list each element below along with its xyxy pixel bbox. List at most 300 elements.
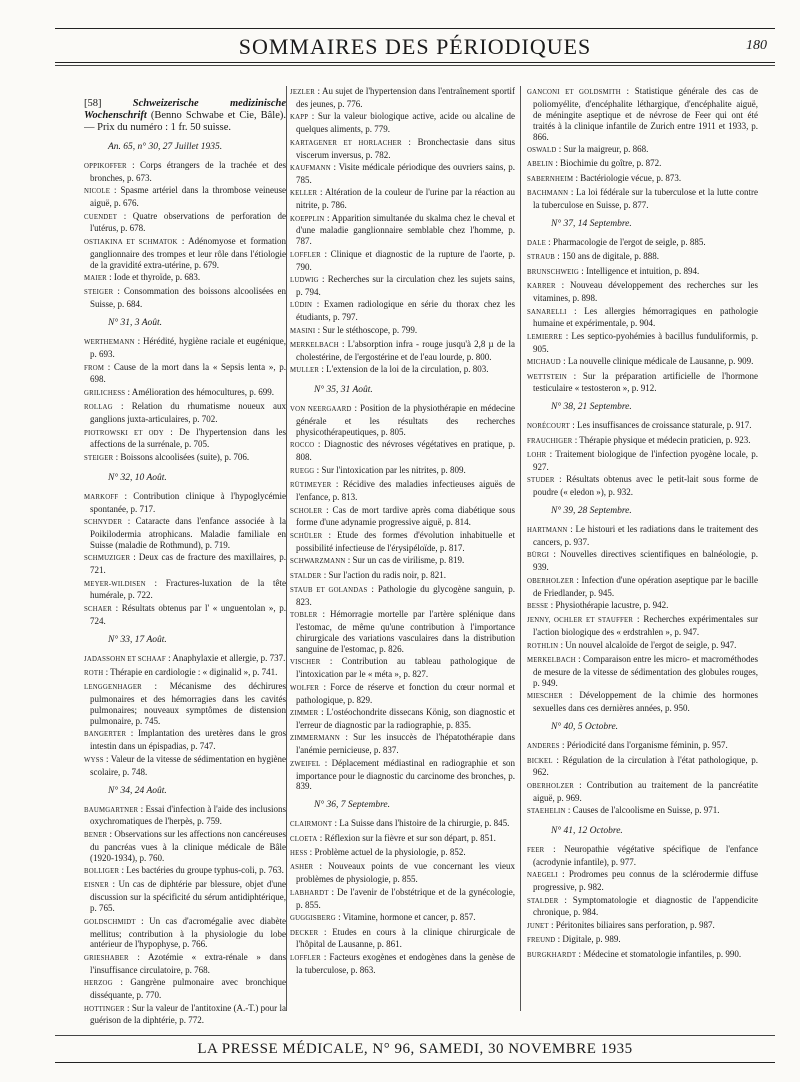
article-entry: MICHAUD : La nouvelle clinique médicale de Lausanne, p. 909.	[527, 356, 754, 367]
columns-container	[84, 86, 774, 1026]
article-title: Implantation des uretères dans le gros intestin dans un épispadias, p. 747.	[90, 728, 286, 752]
article-author: LOFFLER	[290, 954, 321, 962]
article-title: Consommation des boissons alcoolisées en Suisse, p. 684.	[90, 286, 286, 310]
article-title: Observations sur les affections non cancéreuses du pancréas vues à la clinique médicale de Bâle (1920-1934), p. 760.	[90, 828, 286, 863]
article-author: SABERNHEIM	[527, 175, 574, 183]
article-title: Iode et thyroïde, p. 683.	[113, 272, 201, 283]
article-title: Amélioration des hémocultures, p. 699.	[131, 386, 275, 397]
article-entry: WETTSTEIN : Sur la préparation artificielle de l'hormone testiculaire « testosteron », p. 912.	[527, 370, 758, 394]
article-entry: BANGERTER : Implantation des uretères dans le gros intestin dans un épispadias, p. 747.	[84, 728, 286, 752]
page-header	[55, 34, 775, 64]
article-author: OSTIAKINA ET SCHMATOK	[84, 238, 178, 246]
article-author: STRAUB	[527, 254, 556, 262]
article-entry: ROTH : Thérapie en cardiologie : « diginalid », p. 741.	[84, 666, 278, 677]
article-author: KAPP	[290, 114, 309, 122]
article-entry: MERKELBACH : L'absorption infra - rouge jusqu'à 2,8 µ de la cholestérine, de l'ergostérine et de l'eau lourde, p. 800.	[290, 339, 515, 363]
article-author: TOBLER	[290, 612, 318, 620]
issue-heading: N° 41, 12 Octobre.	[551, 826, 623, 837]
article-title: La loi fédérale sur la tuberculose et la lutte contre la tuberculose en Suisse, p. 877.	[533, 187, 758, 211]
page-number: 180	[746, 38, 767, 53]
article-author: FROM	[84, 364, 105, 372]
article-entry: OPPIKOFFER : Corps étrangers de la trachée et des bronches, p. 673.	[84, 159, 286, 183]
article-title: Les septico-pyohémies à bacillus funduliformis, p. 905.	[533, 330, 758, 354]
article-title: Nouvelles directives scientifiques en balnéologie, p. 939.	[533, 549, 758, 573]
article-title: Périodicité dans l'organisme féminin, p. 957.	[566, 740, 728, 751]
article-entry: HOTTINGER : Sur la valeur de l'antitoxine (A.-T.) pour la guérison de la diphtérie, p. 772.	[84, 1002, 286, 1026]
article-author: ROCCO	[290, 442, 315, 450]
article-title: 150 ans de digitale, p. 888.	[562, 251, 660, 262]
article-entry: TOBLER : Hémorragie mortelle par l'artère splénique dans l'estomac, de même qu'une contribution à l'importance chirurgicale des variations vasculaires dans la distribution sanguine de l'estomac, p. 826.	[290, 609, 515, 654]
article-title: Sur les insuccès de l'hépatothérapie dans l'anémie pernicieuse, p. 837.	[296, 732, 515, 756]
article-title: Etudes en cours à la clinique chirurgicale de l'hôpital de Lausanne, p. 861.	[296, 926, 515, 950]
article-title: Comparaison entre les micro- et macrométhodes de mesure de la vitesse de sédimentation des globules rouges, p. 949.	[533, 654, 758, 688]
article-author: JADASSOHN ET SCHAAF	[84, 655, 166, 663]
article-entry: KAPP : Sur la valeur biologique active, acide ou alcaline de quelques aliments, p. 779.	[290, 111, 515, 135]
article-author: BICKEL	[527, 757, 553, 765]
article-entry: STALDER : Sur l'action du radis noir, p. 821.	[290, 569, 446, 580]
article-author: DALE	[527, 239, 546, 247]
article-title: Médecine et stomatologie infantiles, p. 990.	[583, 948, 742, 959]
article-author: LENGGENHAGER	[84, 684, 142, 692]
article-author: LABHARDT	[290, 889, 329, 897]
article-author: WERTHEMANN	[84, 339, 135, 347]
article-entry: MEYER-WILDISEN : Fractures-luxation de la tête humérale, p. 722.	[84, 577, 286, 601]
article-author: ROTHLIN	[527, 642, 559, 650]
article-entry: ASHER : Nouveaux points de vue concernant les vieux problèmes de physiologie, p. 855.	[290, 861, 515, 885]
article-entry: KOEPPLIN : Apparition simultanée du skalma chez le cheval et d'une maladie ganglionnaire semblable chez l'homme, p. 787.	[290, 212, 515, 247]
article-title: De l'avenir de l'obstétrique et de la gynécologie, p. 855.	[296, 886, 515, 910]
article-title: Les allergies hémorragiques en pathologie humaine et expérimentale, p. 904.	[533, 305, 758, 329]
article-title: Corps étrangers de la trachée et des bronches, p. 673.	[90, 159, 286, 183]
article-entry: JUNET : Péritonites biliaires sans perforation, p. 987.	[527, 919, 715, 930]
article-entry: STAEHELIN : Causes de l'alcoolisme en Suisse, p. 971.	[527, 805, 720, 816]
issue-heading: N° 32, 10 Août.	[108, 472, 167, 483]
article-author: KELLER	[290, 190, 318, 198]
article-entry: BURGKHARDT : Médecine et stomatologie infantiles, p. 990.	[527, 948, 742, 959]
issue-heading: An. 65, n° 30, 27 Juillet 1935.	[108, 142, 223, 152]
article-author: ABELIN	[527, 161, 554, 169]
article-title: Vitamine, hormone et cancer, p. 857.	[342, 912, 476, 923]
article-entry: DALE : Pharmacologie de l'ergot de seigle, p. 885.	[527, 236, 706, 247]
article-title: Biochimie du goître, p. 872.	[560, 158, 662, 169]
article-entry: LEMIERRE : Les septico-pyohémies à bacillus funduliformis, p. 905.	[527, 330, 758, 354]
article-title: Intelligence et intuition, p. 894.	[586, 265, 700, 276]
article-author: OBERHOLZER	[527, 577, 574, 585]
article-author: BRUNSCHWEIG	[527, 268, 580, 276]
article-entry: MIESCHER : Développement de la chimie des hormones sexuelles dans ces dernières années, p. 950.	[527, 690, 758, 714]
article-author: FRAUCHIGER	[527, 437, 573, 445]
article-author: SCHÜLER	[290, 532, 323, 540]
article-author: CLOETA	[290, 835, 318, 843]
article-author: MARKOFF	[84, 493, 119, 501]
article-entry: STAUB ET GOLANDAS : Pathologie du glycogène sanguin, p. 823.	[290, 583, 515, 607]
article-author: OSWALD	[527, 147, 557, 155]
article-title: Recherches expérimentales sur l'action biologique des « erdstrahlen », p. 947.	[533, 614, 758, 638]
article-author: LOFFLER	[290, 251, 321, 259]
article-author: GANCONI ET GOLDSMITH	[527, 89, 621, 96]
article-author: STEIGER	[84, 289, 114, 297]
column-2-entries	[290, 86, 515, 976]
column-3-entries	[527, 86, 758, 962]
article-author: FREUND	[527, 937, 556, 945]
article-title: Thérapie en cardiologie : « diginalid », p. 741.	[110, 666, 278, 677]
article-entry: OSWALD : Sur la maigreur, p. 868.	[527, 144, 649, 155]
article-entry: MARKOFF : Contribution clinique à l'hypoglycémie spontanée, p. 717.	[84, 490, 286, 514]
article-entry: KARTAGENER ET HORLACHER : Bronchectasie dans situs viscerum inversus, p. 782.	[290, 136, 515, 160]
article-author: HOTTINGER	[84, 1005, 125, 1013]
article-title: Hémorragie mortelle par l'artère splénique dans l'estomac, de même qu'une contribution à l'importance chirurgicale des variations vasculaires dans la distribution sanguine de l'estomac, p. 826.	[296, 609, 515, 654]
article-author: BURGKHARDT	[527, 951, 577, 959]
article-title: Nouveau développement des recherches sur les vitamines, p. 898.	[533, 280, 758, 304]
article-title: Problème actuel de la physiologie, p. 852.	[314, 847, 466, 858]
publication-number: [58]	[84, 98, 102, 109]
article-entry: GOLDSCHMIDT : Un cas d'acromégalie avec diabète mellitus; contribution à la physiologie du lobe antérieur de l'hypophyse, p. 766.	[84, 915, 286, 950]
article-author: SCHAER	[84, 605, 113, 613]
article-entry: OSTIAKINA ET SCHMATOK : Adénomyose et formation ganglionnaire des trompes et leur rôle dans l'étiologie de la gravidité extra-utérine, p. 679.	[84, 235, 286, 270]
article-title: Pharmacologie de l'ergot de seigle, p. 885.	[552, 236, 706, 247]
article-entry: WERTHEMANN : Hérédité, hygiène raciale et eugénique, p. 693.	[84, 336, 286, 360]
article-title: Bronchectasie dans situs viscerum inversus, p. 782.	[296, 136, 515, 160]
article-author: SCHMUZIGER	[84, 555, 131, 563]
article-entry: LABHARDT : De l'avenir de l'obstétrique et de la gynécologie, p. 855.	[290, 886, 515, 910]
article-author: GOLDSCHMIDT	[84, 918, 136, 926]
article-title: Réflexion sur la fièvre et sur son départ, p. 851.	[324, 832, 496, 843]
article-title: Bactériologie vécue, p. 873.	[580, 172, 682, 183]
article-entry: ROTHLIN : Un nouvel alcaloïde de l'ergot de seigle, p. 947.	[527, 639, 737, 650]
article-title: L'absorption infra - rouge jusqu'à 2,8 µ de la cholestérine, de l'ergostérine et de l'eau lourde, p. 800.	[296, 339, 515, 363]
article-title: Le histouri et les radiations dans le traitement des cancers, p. 937.	[533, 524, 758, 547]
article-author: SCHWARZMANN	[290, 558, 346, 566]
article-title: Relation du rhumatisme noueux aux ganglions juxta-articulaires, p. 702.	[90, 401, 286, 425]
article-author: KARRER	[527, 283, 556, 291]
article-entry: CLAIRMONT : La Suisse dans l'histoire de la chirurgie, p. 845.	[290, 818, 510, 829]
article-author: ZIMMER	[290, 710, 319, 717]
article-entry: LÜDIN : Examen radiologique en série du thorax chez les étudiants, p. 797.	[290, 299, 515, 323]
article-author: ROTH	[84, 669, 104, 677]
article-author: NICOLE	[84, 188, 111, 196]
article-title: Récidive des maladies infectieuses aiguës de l'enfance, p. 813.	[296, 479, 515, 503]
article-entry: MERKELBACH : Comparaison entre les micro- et macrométhodes de mesure de la vitesse de sédimentation des globules rouges, p. 949.	[527, 654, 758, 688]
article-title: Prodromes peu connus de la sclérodermie diffuse progressive, p. 982.	[533, 869, 758, 893]
article-title: Symptomatologie et diagnostic de l'appendicite chronique, p. 984.	[533, 894, 758, 918]
article-author: SCHOLER	[290, 507, 323, 515]
article-title: Contribution au tableau pathologique de l'intoxication par le « méta », p. 827.	[296, 656, 515, 680]
article-title: Force de réserve et fonction du cœur normal et pathologique, p. 829.	[296, 681, 515, 705]
article-title: Contribution au traitement de la pancréatite aiguë, p. 969.	[533, 779, 758, 803]
article-title: Résultats obtenus par l' « unguentolan », p. 724.	[90, 602, 286, 626]
article-entry: STEIGER : Consommation des boissons alcoolisées en Suisse, p. 684.	[84, 286, 286, 310]
article-title: Fractures-luxation de la tête humérale, p. 722.	[90, 577, 286, 601]
article-author: GRILICHESS	[84, 389, 126, 397]
article-title: Sur l'intoxication par les nitrites, p. 809.	[321, 464, 466, 475]
article-title: Péritonites biliaires sans perforation, p. 987.	[555, 919, 715, 930]
issue-heading: N° 34, 24 Août.	[108, 785, 167, 796]
article-entry: BESSE : Physiothérapie lacustre, p. 942.	[527, 600, 669, 611]
article-author: SCHNYDER	[84, 518, 123, 526]
article-author: NORÉCOURT	[527, 423, 570, 431]
publication-heading	[84, 98, 286, 134]
article-title: Régulation de la circulation à l'état pathologique, p. 962.	[533, 754, 758, 778]
article-author: MICHAUD	[527, 359, 561, 367]
article-title: Digitale, p. 989.	[562, 934, 621, 945]
article-title: Quatre observations de perforation de l'utérus, p. 678.	[90, 210, 286, 234]
article-author: MASINI	[290, 327, 316, 335]
header-rule-top	[55, 28, 775, 29]
article-author: NAEGELI	[527, 872, 558, 880]
article-author: STAEHELIN	[527, 808, 566, 816]
article-author: ZWEIFEL	[290, 760, 321, 768]
article-title: Neuropathie végétative spécifique de l'enfance (acrodynie infantile), p. 977.	[533, 843, 758, 867]
article-author: HERZOG	[84, 980, 113, 988]
article-title: Adénomyose et formation ganglionnaire des trompes et leur rôle dans l'étiologie de la gravidité extra-utérine, p. 679.	[90, 235, 286, 270]
article-author: RÜTIMEYER	[290, 482, 332, 490]
article-title: Gangrène pulmonaire avec bronchique disséquante, p. 770.	[90, 977, 286, 1001]
article-author: LOHR	[527, 452, 547, 460]
article-author: KOEPPLIN	[290, 215, 325, 223]
article-title: Boissons alcoolisées (suite), p. 706.	[120, 451, 250, 462]
article-author: JUNET	[527, 922, 549, 930]
article-author: ASHER	[290, 864, 314, 872]
article-title: Examen radiologique en série du thorax chez les étudiants, p. 797.	[296, 299, 515, 323]
article-entry: SCHWARZMANN : Sur un cas de virilisme, p. 819.	[290, 555, 465, 566]
article-author: LUDWIG	[290, 277, 319, 285]
article-title: Contribution clinique à l'hypoglycémie spontanée, p. 717.	[90, 490, 286, 514]
article-title: Mécanisme des déchirures pulmonaires et des hémorragies dans les cavités pulmonaires; nouveaux symptômes de distension pulmonaire, p. 745.	[90, 681, 286, 727]
article-author: WYSS	[84, 756, 104, 764]
column-3	[527, 86, 758, 1026]
article-entry: SCHOLER : Cas de mort tardive après coma diabétique sous forme d'une adynamie progressive aiguë, p. 814.	[290, 504, 515, 528]
article-title: Sur le stéthoscope, p. 799.	[322, 324, 418, 335]
article-author: BACHMANN	[527, 190, 569, 198]
article-title: Cas de mort tardive après coma diabétique sous forme d'une adynamie progressive aiguë, p. 814.	[296, 504, 515, 528]
article-title: Diagnostic des névroses végétatives en pratique, p. 808.	[296, 439, 515, 463]
article-author: BENER	[84, 831, 108, 839]
article-entry: FROM : Cause de la mort dans la « Sepsis lenta », p. 698.	[84, 361, 286, 385]
article-title: Thérapie physique et médecin praticien, p. 923.	[579, 434, 751, 445]
article-title: Clinique et diagnostic de la rupture de l'aorte, p. 790.	[296, 248, 515, 272]
article-author: STALDER	[527, 897, 559, 905]
article-entry: GUGGISBERG : Vitamine, hormone et cancer, p. 857.	[290, 912, 476, 923]
article-entry: LENGGENHAGER : Mécanisme des déchirures pulmonaires et des hémorragies dans les cavités pulmonaires; nouveaux symptômes de distension pulmonaire, p. 745.	[84, 681, 286, 727]
article-title: Visite médicale périodique des ouvriers sains, p. 785.	[296, 161, 515, 185]
issue-heading: N° 37, 14 Septembre.	[551, 219, 632, 230]
article-author: GUGGISBERG	[290, 915, 336, 923]
journal-name: Schweizerische medizinische Wochenschrift	[84, 98, 286, 121]
article-entry: SANARELLI : Les allergies hémorragiques en pathologie humaine et expérimentale, p. 904.	[527, 305, 758, 329]
issue-heading: N° 36, 7 Septembre.	[314, 800, 391, 811]
article-author: CUENDET	[84, 213, 118, 221]
article-title: Statistique générale des cas de poliomyélite, d'encéphalite léthargique, d'encéphalite aiguë, de méningite aseptique et de névrose de Feer qui ont été traités à la clinique infantile de Zurich entre 1911 et 1933, p. 866.	[533, 86, 758, 142]
issue-heading: N° 35, 31 Août.	[314, 385, 373, 396]
article-entry: BICKEL : Régulation de la circulation à l'état pathologique, p. 962.	[527, 754, 758, 778]
article-title: De l'hypertension dans les affections de la surrénale, p. 705.	[90, 426, 286, 450]
article-author: MERKELBACH	[290, 342, 339, 350]
issue-heading: N° 39, 28 Septembre.	[551, 506, 632, 517]
article-title: Sur la valeur de l'antitoxine (A.-T.) pour la guérison de la diphtérie, p. 772.	[90, 1002, 286, 1026]
article-entry: KELLER : Altération de la couleur de l'urine par la réaction au nitrite, p. 786.	[290, 187, 515, 211]
article-title: Position de la physiothérapie en médecine générale et les résultats des recherches physicothérapeutiques, p. 805.	[296, 403, 515, 438]
article-entry: NAEGELI : Prodromes peu connus de la sclérodermie diffuse progressive, p. 982.	[527, 869, 758, 893]
article-entry: SABERNHEIM : Bactériologie vécue, p. 873.	[527, 172, 682, 183]
article-author: HESS	[290, 850, 308, 858]
article-entry: SCHMUZIGER : Deux cas de fracture des maxillaires, p. 721.	[84, 552, 286, 576]
article-title: Spasme artériel dans la thrombose veineuse aiguë, p. 676.	[90, 185, 286, 209]
article-author: WOLFER	[290, 684, 320, 692]
header-rule-thick	[55, 62, 775, 63]
article-title: L'ostéochondrite dissecans König, son diagnostic et l'erreur de diagnostic par la radiographie, p. 835.	[296, 707, 515, 730]
article-title: La Suisse dans l'histoire de la chirurgie, p. 845.	[339, 818, 510, 829]
article-author: SANARELLI	[527, 308, 567, 316]
article-title: La nouvelle clinique médicale de Lausanne, p. 909.	[567, 356, 754, 367]
article-title: Causes de l'alcoolisme en Suisse, p. 971.	[572, 805, 720, 816]
column-2	[290, 86, 515, 1026]
article-entry: WOLFER : Force de réserve et fonction du cœur normal et pathologique, p. 829.	[290, 681, 515, 705]
article-title: Cause de la mort dans la « Sepsis lenta », p. 698.	[90, 361, 286, 385]
article-title: Apparition simultanée du skalma chez le cheval et d'une maladie ganglionnaire semblable chez l'homme, p. 787.	[296, 212, 515, 247]
article-entry: ZWEIFEL : Déplacement médiastinal en radiographie et son importance pour le diagnostic du carcinome des bronches, p. 839.	[290, 757, 515, 792]
article-title: Deux cas de fracture des maxillaires, p. 721.	[90, 552, 286, 576]
article-entry: BRUNSCHWEIG : Intelligence et intuition, p. 894.	[527, 265, 700, 276]
article-author: ROLLAG	[84, 404, 113, 412]
article-entry: GANCONI ET GOLDSMITH : Statistique générale des cas de poliomyélite, d'encéphalite léthargique, d'encéphalite aiguë, de méningite aseptique et de névrose de Feer qui ont été traités à la clinique infantile de Zurich entre 1911 et 1933, p. 866.	[527, 86, 758, 142]
article-entry: SCHÜLER : Etude des formes d'évolution inhabituelle et possibilité infectieuse de l'érysipéloïde, p. 817.	[290, 529, 515, 553]
article-title: Essai d'infection à l'aide des inclusions oxychromatiques de l'herpès, p. 759.	[90, 803, 286, 827]
article-author: MIESCHER	[527, 693, 563, 701]
article-entry: RÜTIMEYER : Récidive des maladies infectieuses aiguës de l'enfance, p. 813.	[290, 479, 515, 503]
article-author: MEYER-WILDISEN	[84, 580, 146, 588]
column-1	[84, 86, 286, 1026]
article-title: Anaphylaxie et allergie, p. 737.	[172, 652, 286, 663]
footer-rule-thin	[55, 1035, 775, 1036]
article-title: Sur la maigreur, p. 868.	[563, 144, 649, 155]
article-title: Pathologie du glycogène sanguin, p. 823.	[296, 583, 515, 607]
article-author: BANGERTER	[84, 731, 127, 739]
article-author: FEER	[527, 846, 545, 854]
article-author: LEMIERRE	[527, 333, 563, 341]
article-title: Développement de la chimie des hormones sexuelles dans ces dernières années, p. 950.	[533, 690, 758, 714]
article-title: Déplacement médiastinal en radiographie et son importance pour le diagnostic du carcinome des bronches, p. 839.	[296, 757, 515, 792]
article-entry: GRIESHABER : Azotémie « extra-rénale » dans l'insuffisance circulatoire, p. 768.	[84, 951, 286, 975]
article-author: RUEGG	[290, 467, 315, 475]
article-author: STEIGER	[84, 454, 114, 462]
article-title: Résultats obtenus avec le petit-lait sous forme de poudre (« eledon »), p. 932.	[533, 474, 758, 498]
article-title: Altération de la couleur de l'urine par la réaction au nitrite, p. 786.	[296, 187, 515, 211]
page-footer: LA PRESSE MÉDICALE, N° 96, SAMEDI, 30 NOVEMBRE 1935	[197, 1041, 633, 1057]
article-author: VISCHER	[290, 659, 321, 667]
article-title: Hérédité, hygiène raciale et eugénique, p. 693.	[90, 336, 286, 360]
column-divider	[286, 86, 287, 1011]
issue-heading: N° 38, 21 Septembre.	[551, 402, 632, 413]
article-entry: STEIGER : Boissons alcoolisées (suite), p. 706.	[84, 451, 250, 462]
article-author: BÜRGI	[527, 552, 550, 560]
article-entry: RUEGG : Sur l'intoxication par les nitrites, p. 809.	[290, 464, 466, 475]
article-entry: BAUMGARTNER : Essai d'infection à l'aide des inclusions oxychromatiques de l'herpès, p. 759.	[84, 803, 286, 827]
article-author: OPPIKOFFER	[84, 162, 127, 170]
article-entry: NORÉCOURT : Les insuffisances de croissance staturale, p. 917.	[527, 420, 752, 431]
article-author: PIOTROWSKI ET ODY	[84, 429, 164, 437]
article-author: STAUB ET GOLANDAS	[290, 586, 368, 594]
article-title: Recherches sur la circulation chez les sujets sains, p. 794.	[296, 274, 515, 297]
article-title: Cataracte dans l'enfance associée à la Poikilodermia atrophicans. Maladie familiale en Suisse (maladie de Rothmund), p. 719.	[90, 515, 286, 550]
article-entry: KAUFMANN : Visite médicale périodique des ouvriers sains, p. 785.	[290, 161, 515, 185]
article-title: Au sujet de l'hypertension dans l'entraînement sportif des jeunes, p. 776.	[296, 86, 515, 109]
article-entry: BACHMANN : La loi fédérale sur la tuberculose et la lutte contre la tuberculose en Suisse, p. 877.	[527, 187, 758, 211]
article-title: Sur l'action du radis noir, p. 821.	[328, 569, 446, 580]
article-author: JENNY, OCHLER ET STAUFFER	[527, 617, 634, 625]
article-entry: LOFFLER : Facteurs exogènes et endogènes dans la genèse de la tuberculose, p. 863.	[290, 951, 515, 975]
article-entry: VON NEERGAARD : Position de la physiothérapie en médecine générale et les résultats des recherches physicothérapeutiques, p. 805.	[290, 403, 515, 438]
column-divider	[520, 86, 521, 1011]
article-author: JEZLER	[290, 89, 315, 96]
article-title: Un nouvel alcaloïde de l'ergot de seigle, p. 947.	[565, 639, 737, 650]
article-entry: FEER : Neuropathie végétative spécifique de l'enfance (acrodynie infantile), p. 977.	[527, 843, 758, 867]
article-entry: BÜRGI : Nouvelles directives scientifiques en balnéologie, p. 939.	[527, 549, 758, 573]
article-entry: WYSS : Valeur de la vitesse de sédimentation en hygiène scolaire, p. 748.	[84, 753, 286, 777]
page-title: SOMMAIRES DES PÉRIODIQUES	[238, 34, 592, 59]
article-entry: JENNY, OCHLER ET STAUFFER : Recherches expérimentales sur l'action biologique des « erdstrahlen », p. 947.	[527, 614, 758, 638]
article-title: Un cas de diphtérie par blessure, objet d'une discussion sur la spécificité du sérum antidiphtérique, p. 765.	[90, 879, 286, 914]
article-entry: STRAUB : 150 ans de digitale, p. 888.	[527, 251, 660, 262]
article-entry: CLOETA : Réflexion sur la fièvre et sur son départ, p. 851.	[290, 832, 496, 843]
article-title: Sur la préparation artificielle de l'hormone testiculaire « testosteron », p. 912.	[533, 370, 758, 394]
article-entry: ROCCO : Diagnostic des névroses végétatives en pratique, p. 808.	[290, 439, 515, 463]
article-entry: LOFFLER : Clinique et diagnostic de la rupture de l'aorte, p. 790.	[290, 248, 515, 272]
footer-rule-thick	[55, 1062, 775, 1063]
article-title: Azotémie « extra-rénale » dans l'insuffisance circulatoire, p. 768.	[90, 951, 286, 975]
article-entry: PIOTROWSKI ET ODY : De l'hypertension dans les affections de la surrénale, p. 705.	[84, 426, 286, 450]
article-entry: MASINI : Sur le stéthoscope, p. 799.	[290, 324, 418, 335]
article-author: OBERHOLZER	[527, 782, 574, 790]
article-title: Les bactéries du groupe typhus-coli, p. 763.	[126, 865, 284, 876]
article-entry: EISNER : Un cas de diphtérie par blessure, objet d'une discussion sur la spécificité du sérum antidiphtérique, p. 765.	[84, 879, 286, 914]
article-author: ZIMMERMANN	[290, 735, 340, 743]
article-author: BOLLIGER	[84, 868, 120, 876]
article-entry: HESS : Problème actuel de la physiologie, p. 852.	[290, 847, 466, 858]
article-author: DECKER	[290, 929, 319, 937]
article-entry: SCHAER : Résultats obtenus par l' « unguentolan », p. 724.	[84, 602, 286, 626]
article-entry: BENER : Observations sur les affections non cancéreuses du pancréas vues à la clinique médicale de Bâle (1920-1934), p. 760.	[84, 828, 286, 863]
article-author: KARTAGENER ET HORLACHER	[290, 139, 402, 147]
publisher-info: (Benno Schwabe et Cie, Bâle). — Prix du numéro : 1 fr. 50 suisse.	[84, 110, 286, 133]
article-author: BAUMGARTNER	[84, 806, 139, 814]
article-author: MULLER	[290, 367, 320, 375]
article-entry: ZIMMER : L'ostéochondrite dissecans König, son diagnostic et l'erreur de diagnostic par la radiographie, p. 835.	[290, 707, 515, 730]
article-entry: ROLLAG : Relation du rhumatisme noueux aux ganglions juxta-articulaires, p. 702.	[84, 401, 286, 425]
article-entry: FREUND : Digitale, p. 989.	[527, 934, 621, 945]
article-entry: STALDER : Symptomatologie et diagnostic de l'appendicite chronique, p. 984.	[527, 894, 758, 918]
article-author: LÜDIN	[290, 302, 313, 310]
article-author: MAIER	[84, 275, 107, 283]
article-entry: JEZLER : Au sujet de l'hypertension dans l'entraînement sportif des jeunes, p. 776.	[290, 86, 515, 109]
article-title: L'extension de la loi de la circulation, p. 803.	[326, 364, 489, 375]
article-entry: NICOLE : Spasme artériel dans la thrombose veineuse aiguë, p. 676.	[84, 185, 286, 209]
article-title: Infection d'une opération aseptique par le bacille de Friedlander, p. 945.	[533, 574, 758, 598]
article-author: ANDERES	[527, 743, 560, 751]
article-title: Facteurs exogènes et endogènes dans la genèse de la tuberculose, p. 863.	[296, 951, 515, 975]
issue-heading: N° 33, 17 Août.	[108, 634, 167, 645]
article-entry: HARTMANN : Le histouri et les radiations dans le traitement des cancers, p. 937.	[527, 524, 758, 547]
article-entry: ANDERES : Périodicité dans l'organisme féminin, p. 957.	[527, 740, 728, 751]
article-author: MERKELBACH	[527, 657, 576, 665]
article-author: KAUFMANN	[290, 164, 331, 172]
article-author: HARTMANN	[527, 527, 568, 535]
article-entry: HERZOG : Gangrène pulmonaire avec bronchique disséquante, p. 770.	[84, 977, 286, 1001]
article-author: STALDER	[290, 572, 322, 580]
article-entry: OBERHOLZER : Infection d'une opération aseptique par le bacille de Friedlander, p. 945.	[527, 574, 758, 598]
article-author: STUDER	[527, 477, 555, 485]
article-entry: MAIER : Iode et thyroïde, p. 683.	[84, 272, 201, 283]
article-author: CLAIRMONT	[290, 821, 333, 829]
